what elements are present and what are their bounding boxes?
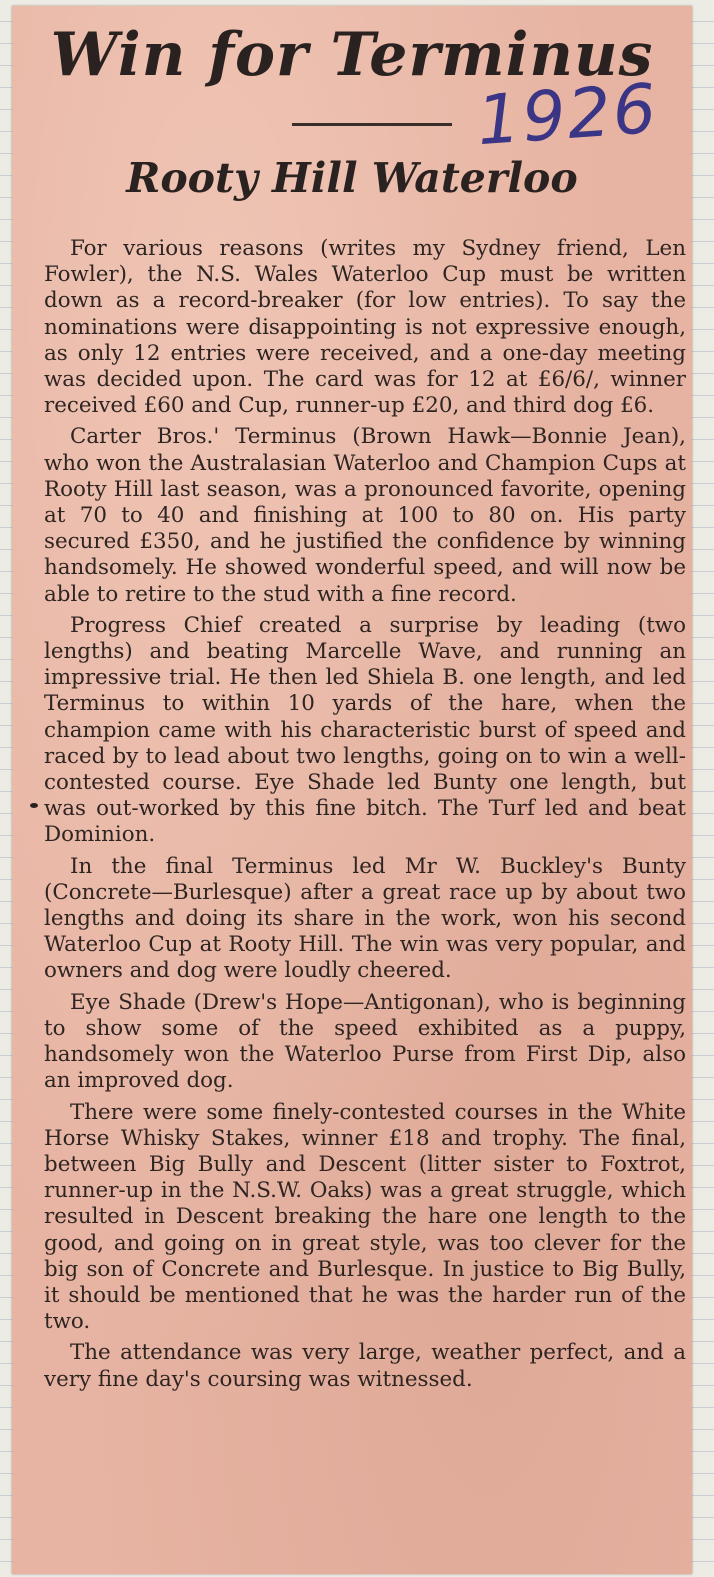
article-body: [44, 236, 686, 1398]
ink-mark: [30, 803, 38, 808]
headline-divider: [292, 123, 452, 126]
paragraph-3: Progress Chief created a surprise by leading (two lengths) and beating Marcelle Wave, and running an impressive trial. He then led Shiela B. one length, and led Terminus to within 10 yards of the hare, when the champion came with his characteristic burst of speed and raced by to lead about two lengths, going on to win a well-contested course. Eye Shade led Bunty one length, but was out-worked by this fine bitch. The Turf led and beat Dominion.: [44, 612, 686, 848]
paragraph-4: In the final Terminus led Mr W. Buckley's Bunty (Concrete—Burlesque) after a great race up by about two lengths and doing its share in the work, won his second Waterloo Cup at Rooty Hill. The win was very popular, and owners and dog were loudly cheered.: [44, 853, 686, 984]
newspaper-clipping: [12, 6, 692, 1574]
handwritten-year: 1926: [474, 69, 661, 162]
subheadline: Rooty Hill Waterloo: [126, 154, 578, 202]
paragraph-2: Carter Bros.' Terminus (Brown Hawk—Bonnie Jean), who won the Australasian Waterloo and Champion Cups at Rooty Hill last season, was a pronounced favorite, opening at 70 to 40 and finishing at 100 to 80 on. His party secured £350, and he justified the confidence by winning handsomely. He showed wonderful speed, and will now be able to retire to the stud with a fine record.: [44, 424, 686, 607]
paragraph-5: Eye Shade (Drew's Hope—Antigonan), who is beginning to show some of the speed exhibited as a puppy, handsomely won the Waterloo Purse from First Dip, also an improved dog.: [44, 989, 686, 1094]
headline: Win for Terminus: [50, 20, 654, 90]
paragraph-7: The attendance was very large, weather perfect, and a very fine day's coursing was witnessed.: [44, 1340, 686, 1392]
paragraph-1: For various reasons (writes my Sydney friend, Len Fowler), the N.S. Wales Waterloo Cup must be written down as a record-breaker (for low entries). To say the nominations were disappointing is not expressive enough, as only 12 entries were received, and a one-day meeting was decided upon. The card was for 12 at £6/6/, winner received £60 and Cup, runner-up £20, and third dog £6.: [44, 236, 686, 419]
paragraph-6: There were some finely-contested courses in the White Horse Whisky Stakes, winner £18 and trophy. The final, between Big Bully and Descent (litter sister to Foxtrot, runner-up in the N.S.W. Oaks) was a great struggle, which resulted in Descent breaking the hare one length to the good, and going on in great style, was too clever for the big son of Concrete and Burlesque. In justice to Big Bully, it should be mentioned that he was the harder run of the two.: [44, 1099, 686, 1335]
